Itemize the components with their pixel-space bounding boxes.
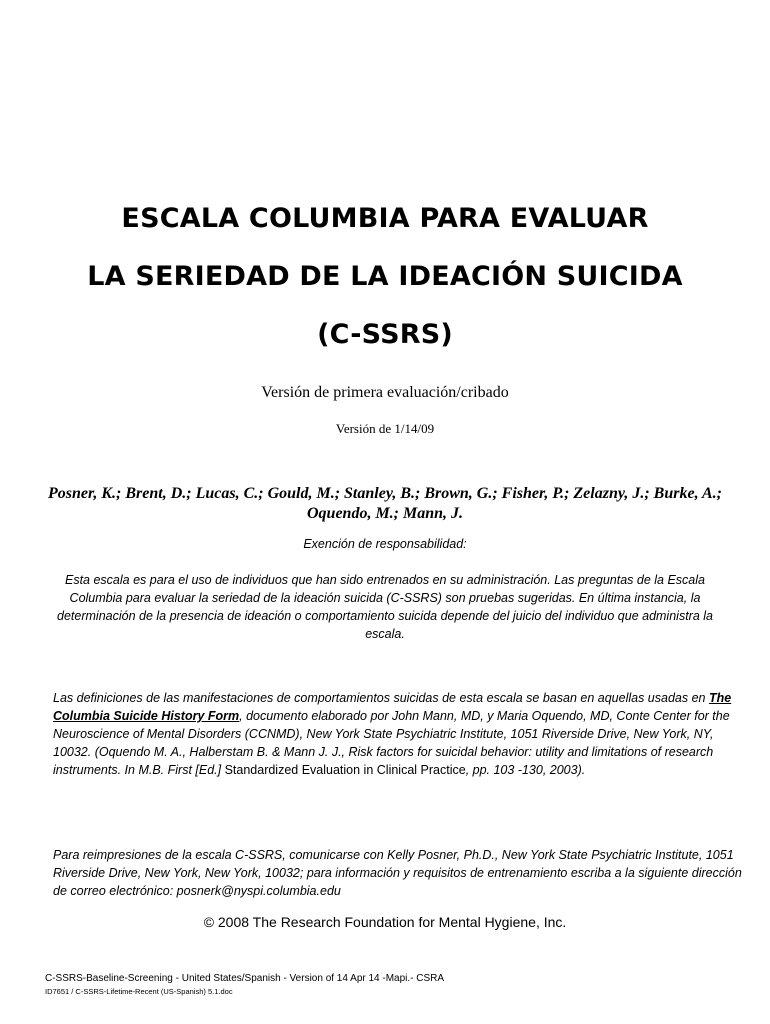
columbia-history-form-link[interactable]: The Columbia Suicide History Form (53, 691, 732, 723)
footer-line-2: ID7651 / C-SSRS-Lifetime-Recent (US-Spanish) 5.1.doc (45, 987, 233, 996)
footer-line-1: C-SSRS-Baseline-Screening - United States/Spanish - Version of 14 Apr 14 -Mapi.- CSRA (45, 973, 445, 984)
book-title: Standardized Evaluation in Clinical Practice (224, 763, 466, 777)
reprints-paragraph: Para reimpresiones de la escala C-SSRS, comunicarse con Kelly Posner, Ph.D., New York State Psychiatric Institute, 1051 Riverside Drive, New York, New York, 10032; para información y requisitos de entrenamiento escriba a la siguiente dirección de correo electrónico: posnerk@nyspi.columbia.edu (53, 848, 742, 898)
definitions-middle: , documento elaborado por John Mann, MD, y Maria Oquendo, MD, Conte Center for the Neuroscience of Mental Disorders (CCNMD), New York State Psychiatric Institute, 1051 Riverside Drive, New York, NY, 10032. (Oquendo M. A., Halberstam B. & Mann J. J., Risk factors for suicidal behavior: utility and limitations of research instruments. In M.B. First [Ed.] (53, 709, 730, 777)
title-line-1: ESCALA COLUMBIA PARA EVALUAR (121, 203, 649, 234)
definitions-end: , pp. 103 -130, 2003). (465, 763, 586, 777)
definitions-paragraph (53, 689, 743, 779)
title-line-3: (C-SSRS) (317, 319, 453, 350)
copyright: © 2008 The Research Foundation for Mental Hygiene, Inc. (203, 914, 567, 930)
version-date: Versión de 1/14/09 (335, 421, 435, 436)
disclaimer-text: Esta escala es para el uso de individuos que han sido entrenados en su administración. Las preguntas de la Escala Columbia para evaluar la seriedad de la ideación suicida (C-SSRS) son pruebas sugeridas. En última instancia, la determinación de la presencia de ideación o comportamiento suicida depende del juicio del individuo que administra la escala. (57, 573, 713, 641)
title-line-2: LA SERIEDAD DE LA IDEACIÓN SUICIDA (87, 261, 683, 292)
subtitle: Versión de primera evaluación/cribado (261, 384, 509, 401)
disclaimer-title: Exención de responsabilidad: (303, 537, 467, 551)
definitions-intro: Las definiciones de las manifestaciones de comportamientos suicidas de esta escala se basan en aquellas usadas en (53, 691, 709, 705)
authors: Posner, K.; Brent, D.; Lucas, C.; Gould, M.; Stanley, B.; Brown, G.; Fisher, P.; Zelazny, J.; Burke, A.; Oquendo, M.; Mann, J. (48, 485, 722, 522)
